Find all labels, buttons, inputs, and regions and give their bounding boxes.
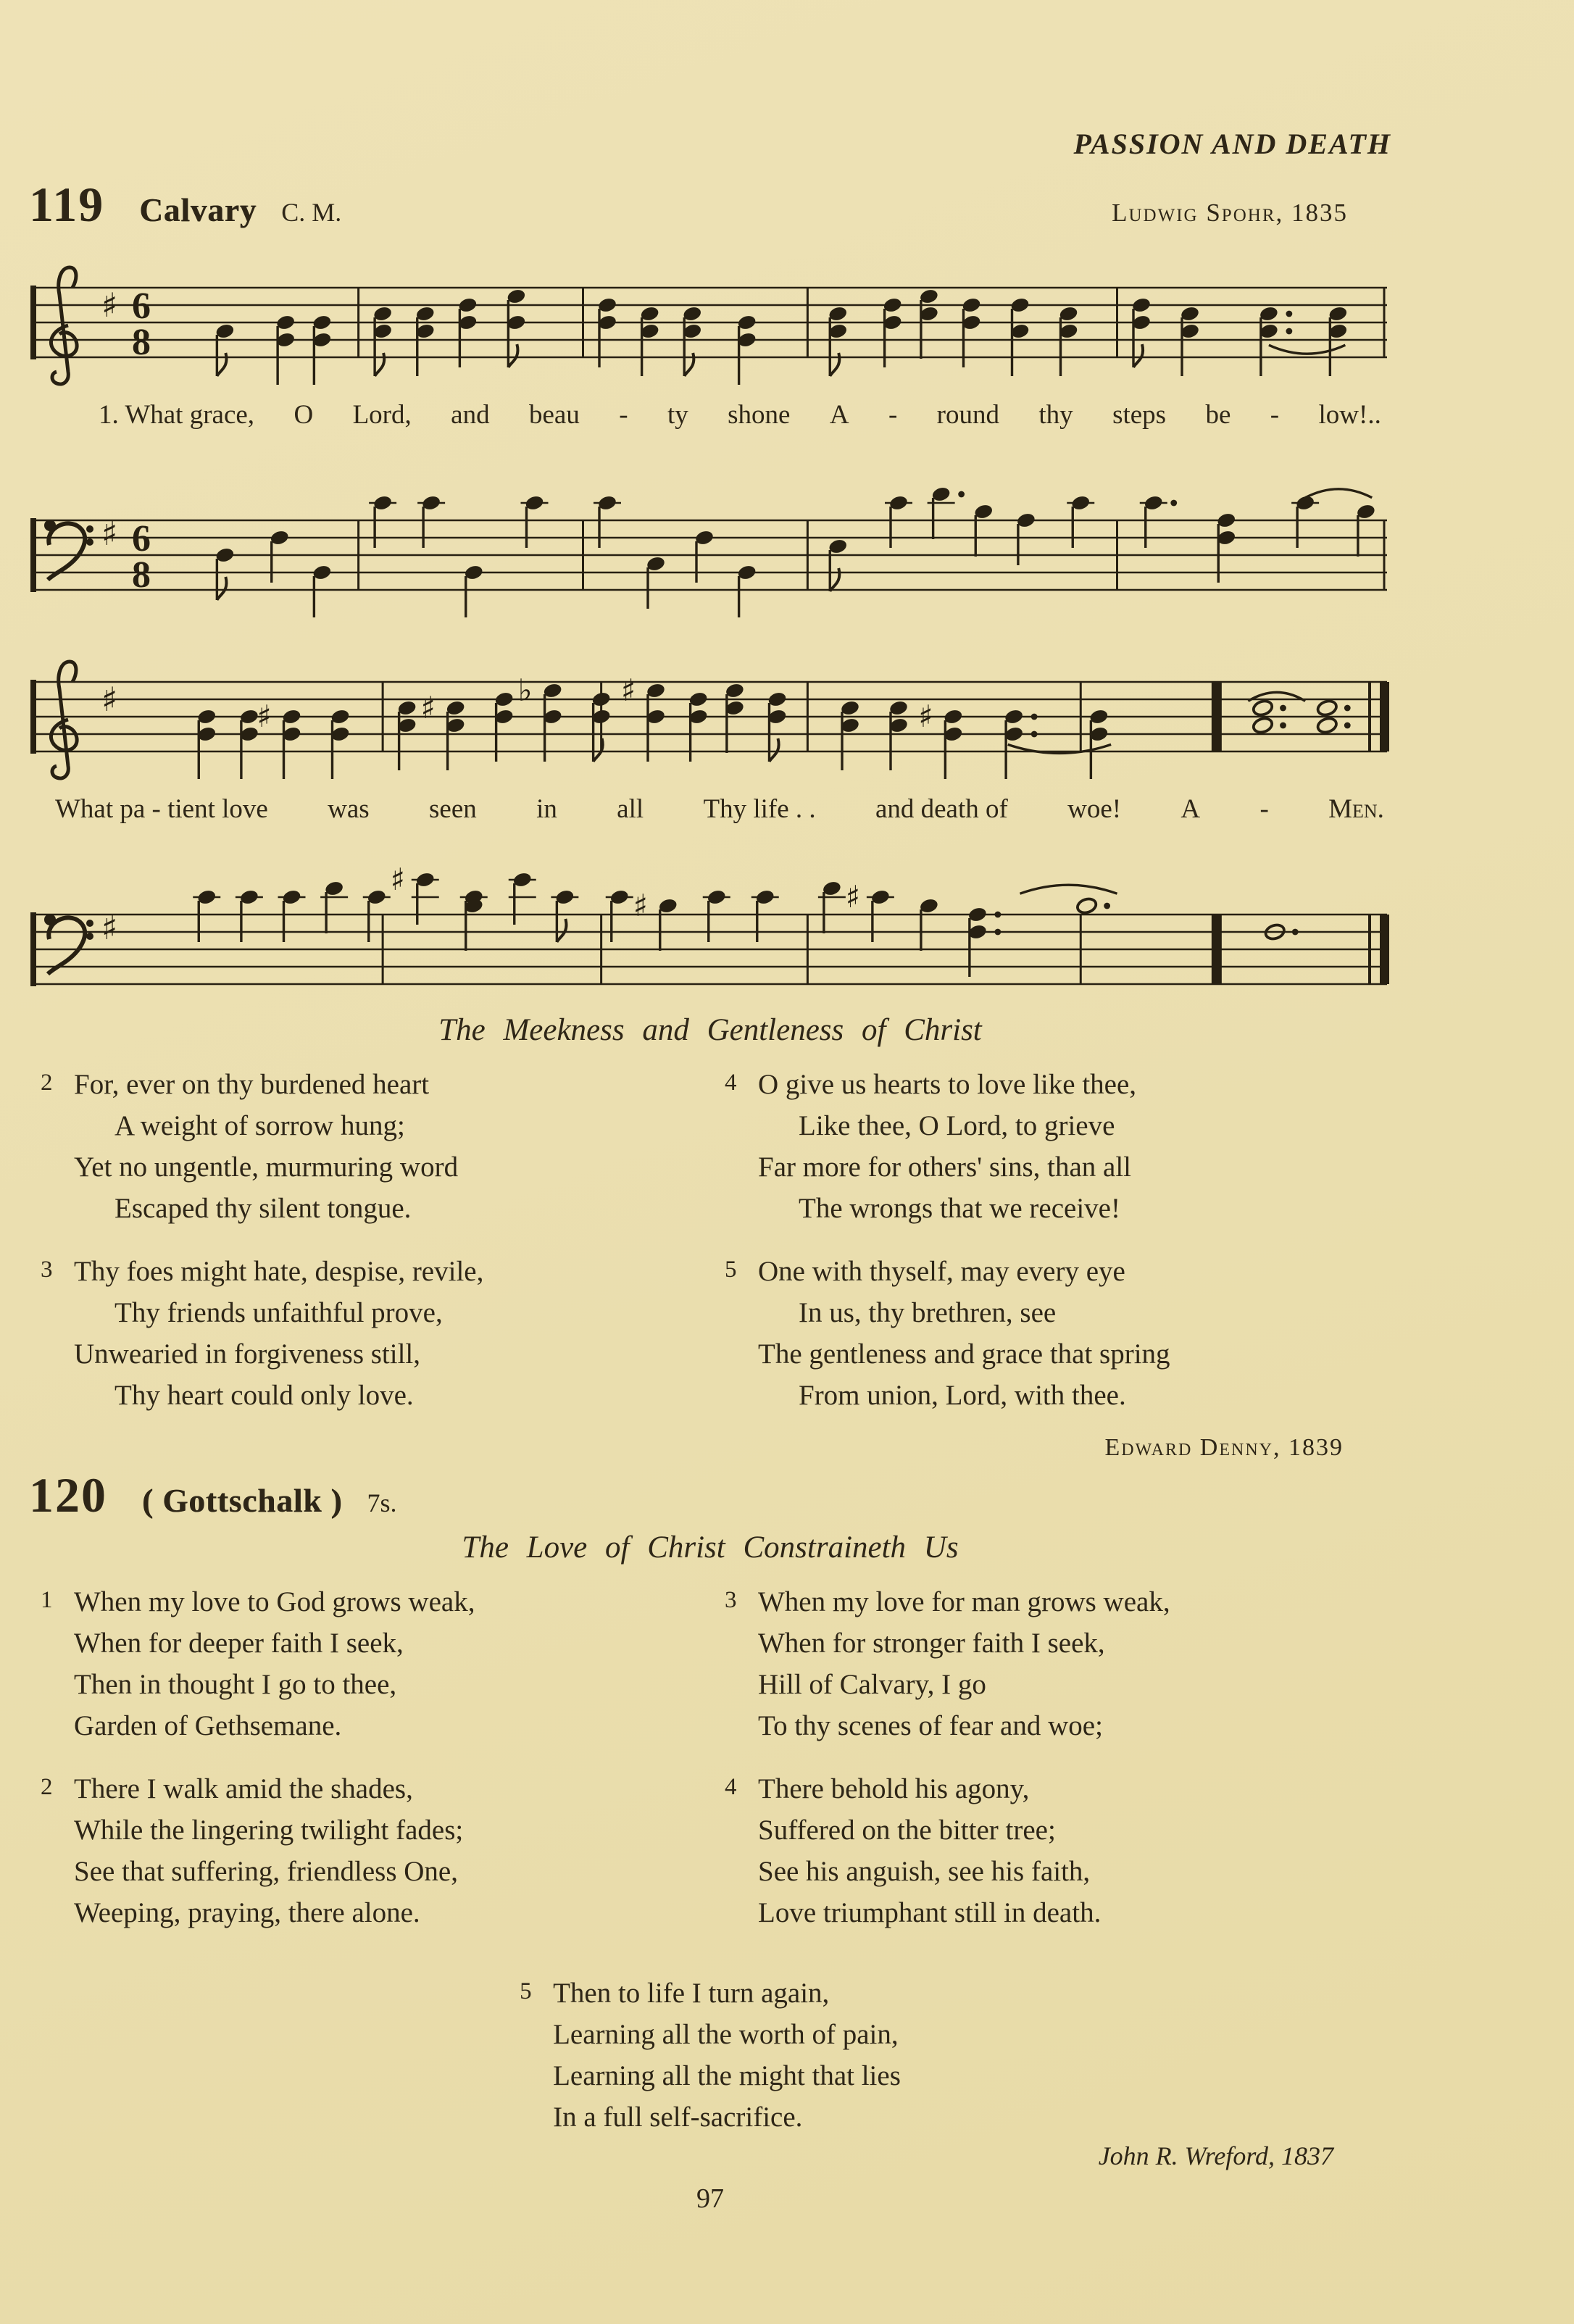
verse-lines	[758, 1768, 1391, 1933]
lyric-syllable: woe!	[1067, 794, 1122, 824]
verse-line: When for stronger faith I seek,	[758, 1628, 1105, 1659]
lyric-syllable: -	[888, 400, 898, 430]
slur-mark	[1020, 885, 1117, 894]
verse-line: A weight of sorrow hung;	[114, 1110, 405, 1141]
lyric-syllable: -	[619, 400, 628, 430]
verse-line: Learning all the might that lies	[553, 2060, 901, 2091]
music-note	[918, 699, 963, 779]
time-signature: 8	[132, 554, 151, 596]
verse-number: 5	[520, 1978, 532, 2004]
key-signature-sharp: ♯	[101, 680, 118, 719]
lyric-syllable: in	[536, 794, 557, 824]
lyrics-line-1	[29, 397, 1391, 439]
time-signature: 8	[132, 322, 151, 363]
lyric-syllable: O	[293, 400, 314, 430]
hymn-120-header	[29, 1467, 1391, 1528]
music-note	[919, 897, 939, 951]
svg-text:♯: ♯	[390, 862, 406, 897]
page-number: 97	[696, 2183, 724, 2214]
hymn-number: 119	[29, 177, 105, 232]
verses-right-column	[725, 1581, 1391, 1955]
verse-line: The wrongs that we receive!	[799, 1193, 1120, 1224]
lyric-syllable: Lord,	[352, 400, 412, 430]
music-note	[1075, 896, 1110, 915]
verse-lines	[74, 1581, 707, 1746]
verse-line: Then to life I turn again,	[553, 1978, 830, 2009]
music-note	[509, 871, 536, 925]
verse-lines	[74, 1251, 707, 1416]
music-staff-treble-line1	[29, 241, 1391, 397]
verse-line: Far more for others' sins, than all	[758, 1151, 1131, 1183]
verse-line: See that suffering, friendless One,	[74, 1856, 458, 1887]
music-note	[973, 503, 994, 557]
slur-mark	[1305, 489, 1372, 498]
verse-line: The gentleness and grace that spring	[758, 1338, 1170, 1370]
lyric-syllable: all	[617, 794, 644, 824]
key-signature-sharp: ♯	[101, 908, 118, 947]
verses-left-column	[41, 1581, 707, 1955]
verse-line: Thy friends unfaithful prove,	[114, 1297, 443, 1328]
verse-lines	[74, 1064, 707, 1229]
lyric-syllable: What pa - tient love	[55, 794, 268, 824]
svg-text:♯: ♯	[257, 699, 272, 734]
treble-clef-icon	[51, 662, 77, 778]
verse-lines	[758, 1581, 1391, 1746]
verse-line: Weeping, praying, there alone.	[74, 1897, 420, 1928]
svg-text:♯: ♯	[633, 888, 649, 923]
verse-line: While the lingering twilight fades;	[74, 1815, 464, 1846]
lyric-syllable: and	[451, 400, 490, 430]
lyric-syllable: Men.	[1328, 794, 1384, 824]
verse-stanza	[41, 1064, 707, 1229]
svg-text:♯: ♯	[420, 690, 436, 725]
verses-left-column	[41, 1064, 707, 1438]
verse-lines	[758, 1064, 1391, 1229]
verse-line: Then in thought I go to thee,	[74, 1669, 397, 1700]
verse-line: From union, Lord, with thee.	[799, 1380, 1126, 1411]
verse-line: Garden of Gethsemane.	[74, 1710, 342, 1741]
bass-clef-icon	[44, 520, 93, 580]
verse-line: Escaped thy silent tongue.	[114, 1193, 412, 1224]
verse-stanza	[41, 1251, 707, 1416]
tune-name: ( Gottschalk )	[142, 1483, 343, 1519]
hymn-120-author: John R. Wreford, 1837	[1098, 2141, 1333, 2170]
music-note	[196, 708, 217, 779]
verse-number: 3	[725, 1587, 737, 1613]
svg-text:♭: ♭	[517, 672, 533, 708]
music-note	[257, 699, 302, 779]
verse-line: There I walk amid the shades,	[74, 1773, 413, 1804]
verse-line: When my love to God grows weak,	[74, 1586, 475, 1617]
lyric-syllable: -	[1259, 794, 1269, 824]
verse-lines	[553, 1973, 901, 2138]
music-note	[460, 888, 488, 951]
lyric-syllable: seen	[429, 794, 477, 824]
verse-lines	[758, 1251, 1391, 1416]
music-note	[1088, 708, 1109, 779]
verse-number: 1	[41, 1587, 53, 1613]
verse-line: O give us hearts to love like thee,	[758, 1069, 1137, 1100]
verse-line: One with thyself, may every eye	[758, 1256, 1125, 1287]
verse-stanza	[725, 1768, 1391, 1933]
running-head: PASSION AND DEATH	[1073, 128, 1391, 160]
verse-number: 4	[725, 1070, 737, 1096]
lyric-syllable: round	[936, 400, 999, 430]
music-note	[421, 690, 466, 770]
svg-text:♯: ♯	[621, 672, 636, 708]
music-note	[737, 314, 757, 385]
lyrics-line-2	[29, 791, 1391, 833]
composer-attribution: Ludwig Spohr, 1835	[1112, 199, 1348, 227]
lyric-syllable: A	[1180, 794, 1201, 824]
verse-line: When my love for man grows weak,	[758, 1586, 1170, 1617]
verse-line: See his anguish, see his faith,	[758, 1856, 1091, 1887]
lyric-syllable: A	[829, 400, 849, 430]
meter-label: 7s.	[367, 1488, 397, 1517]
verse-stanza	[41, 1768, 707, 1933]
hymn-120-title: The Love of Christ Constraineth Us	[462, 1530, 959, 1565]
verse-line: When for deeper faith I seek,	[74, 1628, 404, 1659]
key-signature-sharp: ♯	[101, 286, 118, 325]
verse-line: Unwearied in forgiveness still,	[74, 1338, 421, 1370]
lyric-syllable: low!..	[1318, 400, 1381, 430]
verse-line: Like thee, O Lord, to grieve	[799, 1110, 1115, 1141]
lyric-syllable: shone	[728, 400, 791, 430]
hymn-119-verses	[29, 1064, 1391, 1438]
verse-stanza	[725, 1581, 1391, 1746]
treble-clef-icon	[51, 267, 77, 384]
lyric-syllable: be	[1205, 400, 1231, 430]
lyric-syllable: steps	[1112, 400, 1167, 430]
time-signature: 6	[132, 286, 151, 327]
slur-mark	[1269, 345, 1346, 354]
music-note	[633, 888, 678, 951]
verse-line: There behold his agony,	[758, 1773, 1030, 1804]
music-note	[928, 486, 965, 539]
music-staff-bass-line1	[29, 439, 1391, 624]
music-staff-bass-line2	[29, 833, 1391, 1007]
hymn-120-verses	[29, 1581, 1391, 1955]
hymn-119-section	[29, 179, 1391, 1465]
music-note	[646, 555, 666, 609]
music-note	[818, 880, 846, 933]
verse-line: For, ever on thy burdened heart	[74, 1069, 430, 1100]
music-note	[506, 288, 526, 367]
time-signature: 6	[132, 518, 151, 559]
meter-label: C. M.	[281, 198, 342, 227]
verse-line: Thy heart could only love.	[114, 1380, 414, 1411]
lyric-syllable: and death of	[875, 794, 1008, 824]
lyric-syllable: Thy life . .	[703, 794, 816, 824]
music-note	[330, 708, 350, 779]
hymn-119-title: The Meekness and Gentleness of Christ	[438, 1013, 982, 1047]
verse-line: Hill of Calvary, I go	[758, 1669, 986, 1700]
verse-line: To thy scenes of fear and woe;	[758, 1710, 1103, 1741]
lyric-syllable: was	[328, 794, 370, 824]
hymn-119-header	[29, 179, 1391, 241]
lyric-syllable: beau	[528, 400, 580, 430]
verse-stanza	[520, 1973, 901, 2138]
verse-line: Love triumphant still in death.	[758, 1897, 1102, 1928]
hymn-120-verse-5	[29, 1973, 1391, 2138]
hymn-119-author: Edward Denny, 1839	[1104, 1434, 1344, 1461]
key-signature-sharp: ♯	[101, 514, 118, 553]
lyric-syllable: -	[1270, 400, 1280, 430]
verse-stanza	[725, 1251, 1391, 1416]
music-note	[1009, 296, 1030, 376]
verse-line: Thy foes might hate, despise, revile,	[74, 1256, 484, 1287]
verses-right-column	[725, 1064, 1391, 1438]
tune-name: Calvary	[139, 192, 257, 228]
hymn-120-section	[29, 1467, 1391, 2173]
verse-number: 5	[725, 1257, 737, 1283]
music-note	[312, 314, 332, 385]
svg-text:♯: ♯	[918, 699, 933, 734]
verse-stanza	[725, 1064, 1391, 1229]
lyric-syllable: 1. What grace,	[99, 400, 255, 430]
verse-lines	[74, 1768, 707, 1933]
music-staff-treble-line2	[29, 636, 1391, 791]
lyric-syllable: thy	[1038, 400, 1073, 430]
verse-number: 3	[41, 1257, 53, 1283]
hymn-number: 120	[29, 1467, 107, 1523]
music-note	[320, 880, 348, 933]
verse-number: 2	[41, 1070, 53, 1096]
verse-stanza	[41, 1581, 707, 1746]
verse-number: 2	[41, 1774, 53, 1800]
verse-line: Yet no ungentle, murmuring word	[74, 1151, 459, 1183]
bass-clef-icon	[44, 914, 93, 974]
verse-line: Suffered on the bitter tree;	[758, 1815, 1056, 1846]
verse-line: Learning all the worth of pain,	[553, 2019, 899, 2050]
music-note	[828, 538, 848, 591]
music-note	[275, 314, 296, 385]
lyric-syllable: ty	[667, 400, 688, 430]
music-note	[215, 322, 235, 376]
music-note	[1356, 503, 1376, 557]
verse-number: 4	[725, 1774, 737, 1800]
verse-line: In us, thy brethren, see	[799, 1297, 1057, 1328]
verse-line: In a full self-sacrifice.	[553, 2102, 803, 2133]
svg-text:♯: ♯	[845, 879, 861, 915]
